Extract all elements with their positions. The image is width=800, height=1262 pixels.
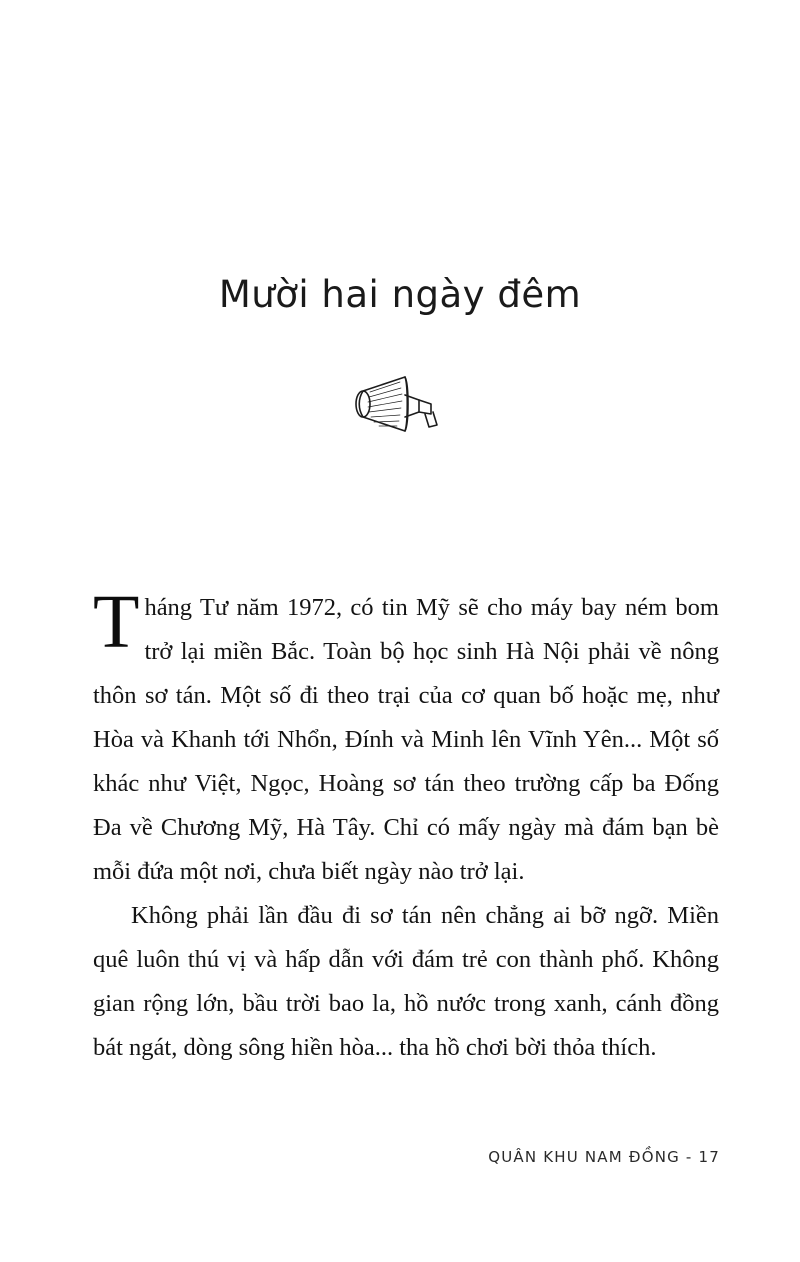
chapter-title: Mười hai ngày đêm [218,272,582,316]
drop-cap: T [93,580,140,664]
megaphone-ornament [0,352,800,448]
paragraph-1 [93,580,719,894]
paragraph-1-text: háng Tư năm 1972, có tin Mỹ sẽ cho máy bay ném bom trở lại miền Bắc. Toàn bộ học sinh Hà Nội phải về nông thôn sơ tán. Một số đi theo trại của cơ quan bố hoặc mẹ, như Hòa và Khanh tới Nhổn, Đính và Minh lên Vĩnh Yên... Một số khác như Việt, Ngọc, Hoàng sơ tán theo trường cấp ba Đống Đa về Chương Mỹ, Hà Tây. Chỉ có mấy ngày mà đám bạn bè mỗi đứa một nơi, chưa biết ngày nào trở lại. [93,594,719,885]
page-footer: QUÂN KHU NAM ĐỒNG - 17 [488,1148,720,1166]
chapter-body [93,580,719,1070]
paragraph-2: Không phải lần đầu đi sơ tán nên chẳng ai bỡ ngỡ. Miền quê luôn thú vị và hấp dẫn với đám trẻ con thành phố. Không gian rộng lớn, bầu trời bao la, hồ nước trong xanh, cánh đồng bát ngát, dòng sông hiền hòa... tha hồ chơi bời thỏa thích. [93,902,719,1061]
megaphone-icon [345,357,455,443]
